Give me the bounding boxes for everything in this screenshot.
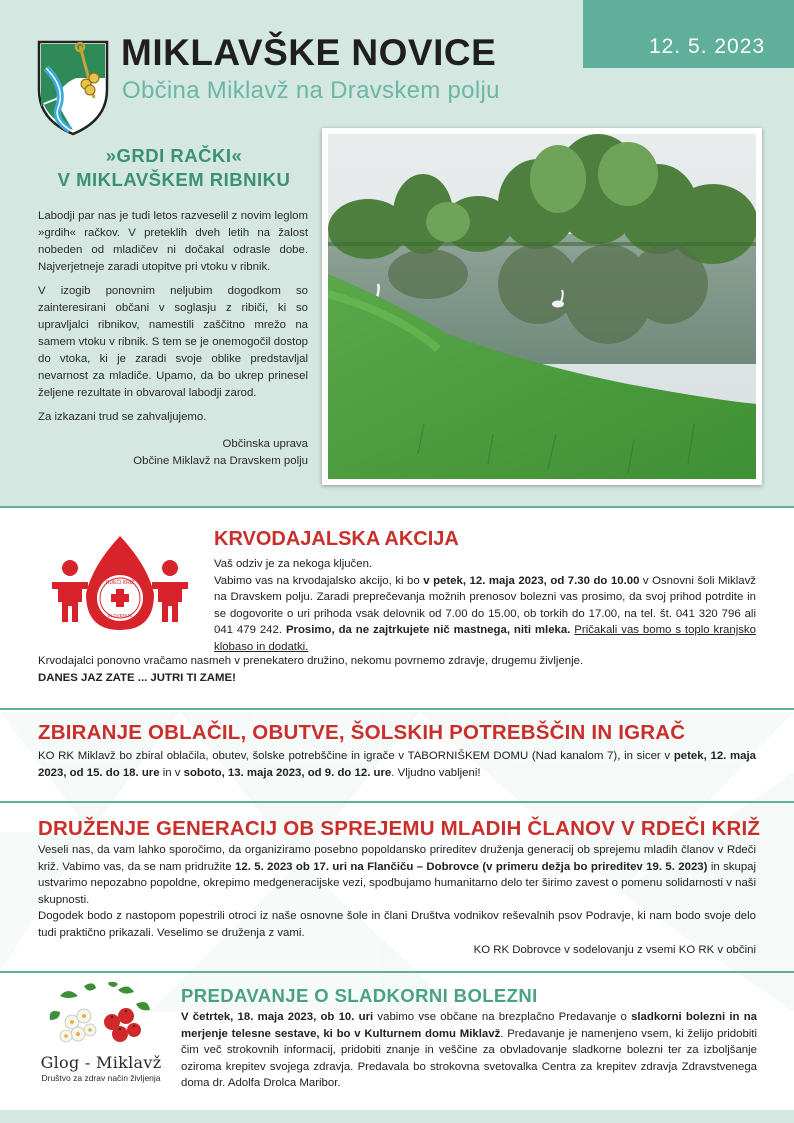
footer-band bbox=[0, 1110, 794, 1123]
slogan bbox=[38, 670, 758, 687]
event-date: 12. 5. 2023 ob 17. uri na Flančiču – Dobrovce (v primeru dežja bo prireditev 19. 5. 2023) bbox=[235, 860, 708, 873]
text-span: KO RK Miklavž bo zbiral oblačila, obutev, šolske potrebščine in igrače v TABORNIŠKEM DOMU (Nad kanalom 7), in sicer v bbox=[38, 750, 674, 762]
event-date: petek, 12. maja 2023, od 15. do 18. ure bbox=[38, 750, 756, 779]
newsletter-subtitle: Občina Miklavž na Dravskem polju bbox=[122, 77, 500, 104]
signature-line: Občine Miklavž na Dravskem polju bbox=[133, 455, 308, 467]
article-title: KRVODAJALSKA AKCIJA bbox=[214, 528, 459, 550]
text-span: vabimo vse občane na brezplačno Predavanje o bbox=[373, 1011, 632, 1023]
notice: Prosimo, da ne zajtrkujete nič mastnega, niti mleka. bbox=[285, 624, 571, 636]
blood-donation-logo bbox=[52, 532, 188, 634]
event-date: v petek, 12. maja 2023, od 7.30 do 10.00 bbox=[423, 574, 640, 587]
newsletter-title: MIKLAVŠKE NOVICE bbox=[121, 32, 497, 73]
paragraph: Labodji par nas je tudi letos razveselil z novim leglom »grdih« račkov. V preteklih dveh letih na žalost nobeden od mladičev ni dočakal odrasle dobe. Najverjetneje zaradi utopitve pri vtoku v ribnik. bbox=[38, 210, 308, 273]
article-body bbox=[38, 748, 756, 781]
coat-of-arms-icon bbox=[36, 38, 110, 136]
text-span: in skupaj ustvarimo nepozabno popoldne, okrepimo medgeneracijske vezi, spodbujamo humanitarno delo ter širimo zavest o pomenu solidarnosti v naši skupnosti. bbox=[38, 860, 757, 906]
pond-image bbox=[328, 134, 756, 479]
signature-line: Občinska uprava bbox=[222, 438, 308, 450]
article-title-line: V MIKLAVŠKEM RIBNIKU bbox=[57, 169, 291, 190]
paragraph: Vaš odziv je za nekoga ključen. bbox=[214, 558, 373, 570]
section-divider bbox=[0, 971, 794, 973]
event-date: soboto, 13. maja 2023, od 9. do 12. ure bbox=[183, 766, 392, 779]
paragraph: Za izkazani trud se zahvaljujemo. bbox=[38, 411, 207, 423]
text-span: in v bbox=[159, 766, 184, 779]
text-span: Veseli nas, da vam lahko sporočimo, da organiziramo posebno popoldansko prireditev druženja generacij ob sprejemu mladih članov v Rdeči križ. Vabimo vas, da se nam pridružite bbox=[38, 844, 756, 873]
paragraph bbox=[214, 573, 756, 656]
signature: KO RK Dobrovce v sodelovanju z vsemi KO RK v občini bbox=[473, 944, 756, 956]
signature bbox=[38, 436, 308, 470]
logo-text: SLOVENIJE bbox=[107, 613, 133, 618]
text-span: . Predavanje je namenjeno vsem, ki želijo pridobiti čim več strokovnih informacij, pridobiti znanje in veščine za obvladovanje sladkorne bolezni ter za izboljšanje oziroma krepitev svojega zdravja. Predavala bo strokovna svetovalka Centra za krepitev zdravja Zdravstvenega doma dr. Adolfa Drolca Maribor. bbox=[181, 1027, 758, 1089]
text-span: v Osnovni šoli Miklavž na Dravskem polju. Zaradi preprečevanja možnih prenosov bolezni vas prosimo, da svoj prihod potrdite in se dogovorite o uri prihoda vsak delovnik od 7.00 do 15.00, ob torkih do 17.00, na tel. št. 041 320 796 ali 041 479 242. bbox=[214, 574, 756, 636]
article-title: ZBIRANJE OBLAČIL, OBUTVE, ŠOLSKIH POTREBŠČIN IN IGRAČ bbox=[38, 721, 686, 744]
article-footer bbox=[38, 653, 758, 686]
event-topic: sladkorni bolezni in na merjenje telesne sestave, ki bo v Kulturnem domu Miklavž bbox=[181, 1011, 757, 1040]
paragraph bbox=[38, 842, 756, 908]
article-title-line: »GRDI RAČKI« bbox=[105, 145, 243, 166]
article-body bbox=[214, 556, 756, 655]
article-title bbox=[38, 144, 310, 192]
article-title: DRUŽENJE GENERACIJ OB SPREJEMU MLADIH ČLANOV V RDEČI KRIŽ bbox=[38, 817, 761, 840]
section-divider bbox=[0, 801, 794, 803]
article-body bbox=[181, 1009, 757, 1092]
text-span: Vabimo vas na krvodajalsko akcijo, ki bo bbox=[214, 574, 424, 587]
article-body bbox=[38, 842, 756, 959]
glog-logo-name: Glog - Miklavž bbox=[40, 1053, 162, 1072]
article-title: PREDAVANJE O SLADKORNI BOLEZNI bbox=[181, 985, 538, 1006]
article-body bbox=[38, 208, 308, 470]
event-date: V četrtek, 18. maja 2023, ob 10. uri bbox=[181, 1011, 374, 1023]
slogan-text: DANES JAZ ZATE ... JUTRI TI ZAME! bbox=[38, 671, 236, 684]
paragraph: Krvodajalci ponovno vračamo nasmeh v prenekatero družino, nekomu povrnemo zdravje, drugemu življenje. bbox=[38, 655, 584, 667]
section-divider bbox=[0, 506, 794, 508]
section-divider bbox=[0, 708, 794, 710]
issue-date: 12. 5. 2023 bbox=[583, 0, 794, 68]
logo-text: RDEČI KRIŽ bbox=[105, 580, 135, 586]
notice-underlined: Pričakali vas bomo s toplo kranjsko klobaso in dodatki. bbox=[214, 624, 756, 653]
paragraph: Dogodek bodo z nastopom popestrili otroci iz naše osnovne šole in člani Društva vodnikov reševalnih psov Podravje, ki nam bodo svoje delo tudi praktično prikazali. Veselimo se druženja z vami. bbox=[38, 910, 756, 939]
text-span: . Vljudno vabljeni! bbox=[391, 766, 481, 779]
pond-photo bbox=[322, 128, 762, 485]
paragraph: V izogib ponovnim neljubim dogodkom so zainteresirani občani v soglasju z ribiči, ki so upravljalci ribnikov, namestili zaščitno mrežo na samem vtoku v ribnik. S tem se je onemogočil dostop do vtoka, ki je zaradi svoje oblike predstavljal nevarnost za mladiče. Upamo, da bo ukrep prinesel željene rezultate in obvaroval labodji zarod. bbox=[38, 285, 308, 399]
glog-logo-tagline: Društvo za zdrav način življenja bbox=[41, 1073, 161, 1083]
